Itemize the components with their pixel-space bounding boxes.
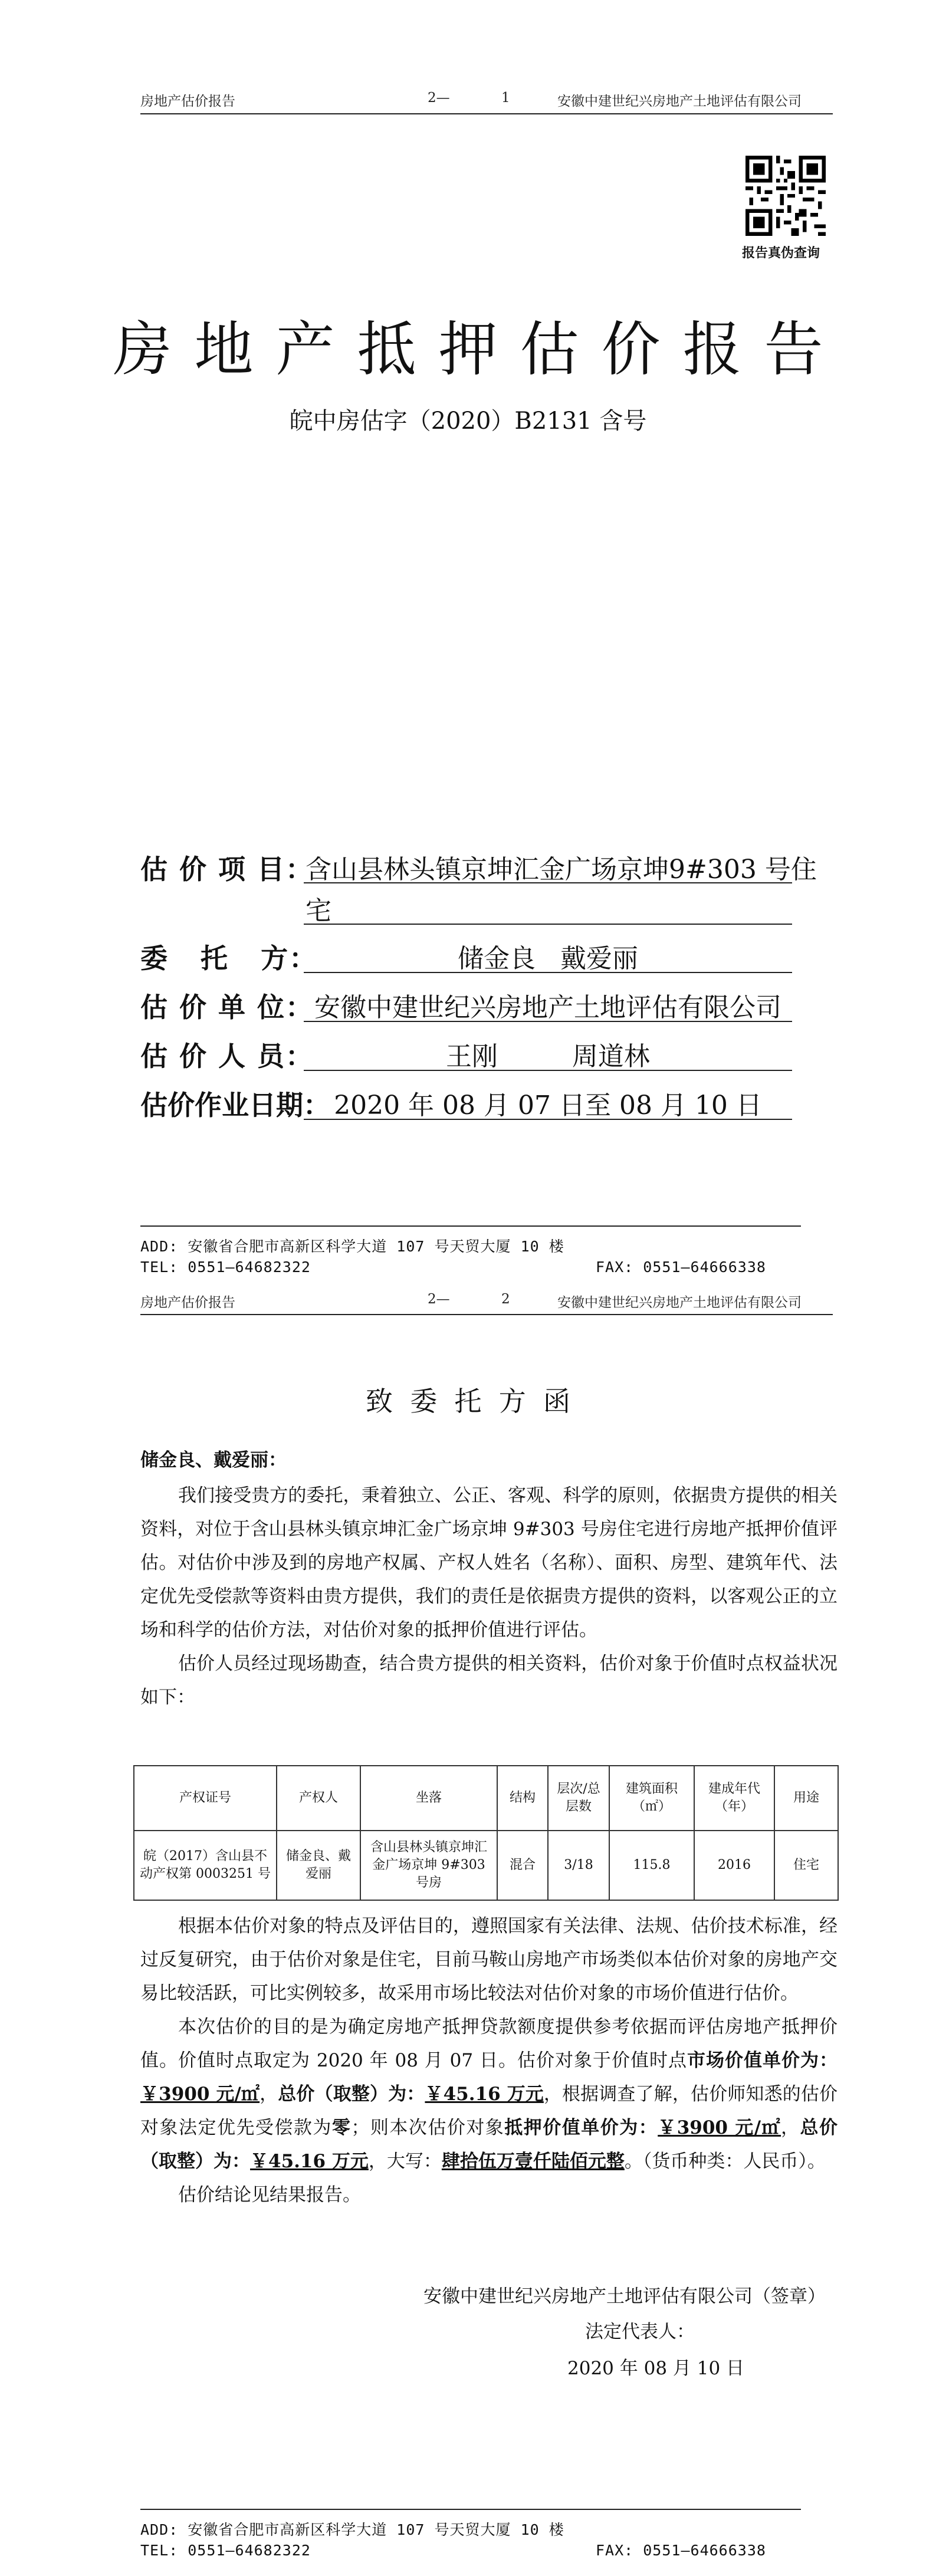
header-page-number: 1 [501, 90, 510, 106]
cell-usage: 住宅 [774, 1831, 838, 1900]
field-value-client: 储金良 戴爱丽 [458, 944, 638, 974]
cell-cert-no: 皖（2017）含山县不动产权第 0003251 号 [134, 1831, 277, 1900]
cell-structure: 混合 [497, 1831, 548, 1900]
signature-legal-rep: 法定代表人： [585, 2321, 695, 2342]
mortgage-unit-price: ￥3900 元/㎡ [658, 2117, 781, 2138]
col-header-owner: 产权人 [277, 1766, 360, 1831]
footer-fax: FAX: 0551—64666338 [596, 1259, 766, 1276]
report-title: 房地产抵押估价报告 [113, 315, 846, 384]
field-value-project-line1: 含山县林头镇京坤汇金广场京坤9#303 号住 [306, 855, 817, 885]
field-underline-work-date [304, 1119, 792, 1120]
field-underline-appraiser-unit [304, 1021, 792, 1022]
cell-floor: 3/18 [548, 1831, 609, 1900]
field-value-work-date: 2020 年 08 月 07 日至 08 月 10 日 [334, 1090, 762, 1121]
header-page-number: 2 [501, 1292, 510, 1307]
footer-rule [140, 1225, 801, 1227]
valuation-text: ， [781, 2117, 800, 2138]
footer-rule [140, 2509, 801, 2510]
paragraph-status-intro: 估价人员经过现场勘查，结合贵方提供的相关资料，估价对象于价值时点权益状况如下： [140, 1653, 838, 1708]
qr-code-icon [745, 156, 826, 236]
col-header-floor: 层次/总层数 [548, 1766, 609, 1831]
paragraph-valuation-result [140, 2010, 838, 2179]
field-label-appraiser-unit: 估 价 单 位： [140, 991, 314, 1023]
valuation-text: ，根据调查了解，估价师知悉的估价对象法定优先受偿款为 [140, 2084, 838, 2138]
header-left: 房地产估价报告 [140, 1295, 235, 1310]
col-header-location: 坐落 [360, 1766, 497, 1831]
priority-claim-value: 零 [331, 2117, 352, 2138]
footer-tel: TEL: 0551—64682322 [140, 1259, 311, 1276]
mortgage-total-label: 总价（取整）为： [140, 2117, 838, 2172]
col-header-structure: 结构 [497, 1766, 548, 1831]
field-underline-appraisers [304, 1070, 792, 1071]
header-page-prefix: 2— [428, 90, 450, 106]
field-value-project-line2: 宅 [306, 896, 331, 926]
cell-built-year: 2016 [694, 1831, 774, 1900]
field-value-appraiser-unit: 安徽中建世纪兴房地产土地评估有限公司 [314, 993, 781, 1023]
header-rule [140, 1314, 833, 1315]
footer-tel: TEL: 0551—64682322 [140, 2542, 311, 2559]
header-right: 安徽中建世纪兴房地产土地评估有限公司 [557, 1295, 802, 1310]
letter-body-bottom [140, 1910, 838, 2212]
field-underline-project-1 [304, 882, 792, 883]
cell-area: 115.8 [609, 1831, 694, 1900]
col-header-cert-no: 产权证号 [134, 1766, 277, 1831]
field-label-work-date: 估价作业日期： [140, 1089, 330, 1121]
footer-address: ADD: 安徽省合肥市高新区科学大道 107 号天贸大厦 10 楼 [140, 1238, 564, 1255]
table-row [134, 1831, 838, 1900]
report-number: 皖中房估字（2020）B2131 含号 [289, 408, 647, 435]
valuation-text: 。（货币种类：人民币）。 [624, 2151, 826, 2172]
cell-owner: 储金良、戴爱丽 [277, 1831, 360, 1900]
market-unit-label: 市场价值单价为： [687, 2050, 838, 2071]
salutation: 储金良、戴爱丽： [140, 1450, 287, 1471]
letter-body-top [140, 1479, 838, 1714]
qr-label: 报告真伪查询 [742, 246, 820, 261]
field-underline-project-2 [304, 924, 792, 925]
mortgage-unit-label: 抵押价值单价为： [504, 2117, 658, 2138]
property-rights-table [133, 1765, 839, 1901]
valuation-text: ， [260, 2084, 278, 2105]
field-value-appraisers: 王刚 周道林 [446, 1041, 650, 1072]
valuation-text: ；则本次估价对象 [351, 2117, 505, 2138]
header-right: 安徽中建世纪兴房地产土地评估有限公司 [557, 94, 802, 109]
paragraph-engagement: 我们接受贵方的委托，秉着独立、公正、客观、科学的原则，依据贵方提供的相关资料，对位于含山县林头镇京坤汇金广场京坤 9#303 号房住宅进行房地产抵押价值评估。对估价中涉及到的房地产权属、产权人姓名（名称）、面积、房型、建筑年代、法定优先受偿款等资料由贵方提供，我们的责任是依据贵方提供的资料，以客观公正的立场和科学的估价方法，对估价对象的抵押价值进行评估。 [140, 1485, 838, 1641]
amount-in-words: 肆拾伍万壹仟陆佰元整 [441, 2151, 625, 2172]
header-page-prefix: 2— [428, 1292, 450, 1307]
valuation-text: 本次估价的目的是为确定房地产抵押贷款额度提供参考依据而评估房地产抵押价值。价值时点取定为 2020 年 08 月 07 日。估价对象于价值时点 [140, 2016, 838, 2071]
mortgage-total-price: ￥45.16 万元 [250, 2151, 369, 2172]
signature-date: 2020 年 08 月 10 日 [567, 2358, 745, 2379]
valuation-text: ，大写： [368, 2151, 442, 2172]
paragraph-conclusion: 估价结论见结果报告。 [178, 2184, 361, 2206]
field-underline-client [304, 972, 792, 973]
footer-fax: FAX: 0551—64666338 [596, 2542, 766, 2559]
paragraph-method: 根据本估价对象的特点及评估目的，遵照国家有关法律、法规、估价技术标准，经过反复研究，由于估价对象是住宅，目前马鞍山房地产市场类似本估价对象的房地产交易比较活跃，可比实例较多，故采用市场比较法对估价对象的市场价值进行估价。 [140, 1915, 838, 2004]
field-label-project: 估 价 项 目： [140, 853, 314, 885]
col-header-usage: 用途 [774, 1766, 838, 1831]
letter-title: 致 委 托 方 函 [366, 1385, 570, 1417]
signature-company: 安徽中建世纪兴房地产土地评估有限公司（签章） [423, 2286, 826, 2307]
header-left: 房地产估价报告 [140, 94, 235, 109]
field-label-appraisers: 估 价 人 员： [140, 1040, 314, 1072]
col-header-area: 建筑面积（㎡） [609, 1766, 694, 1831]
market-unit-price: ￥3900 元/㎡ [140, 2084, 260, 2105]
cell-location: 含山县林头镇京坤汇金广场京坤 9#303 号房 [360, 1831, 497, 1900]
footer-address: ADD: 安徽省合肥市高新区科学大道 107 号天贸大厦 10 楼 [140, 2521, 564, 2538]
market-total-price: ￥45.16 万元 [425, 2084, 544, 2105]
col-header-built-year: 建成年代（年） [694, 1766, 774, 1831]
market-total-label: 总价（取整）为： [278, 2084, 425, 2105]
field-label-client: 委 托 方： [140, 942, 318, 974]
header-rule [140, 113, 833, 114]
